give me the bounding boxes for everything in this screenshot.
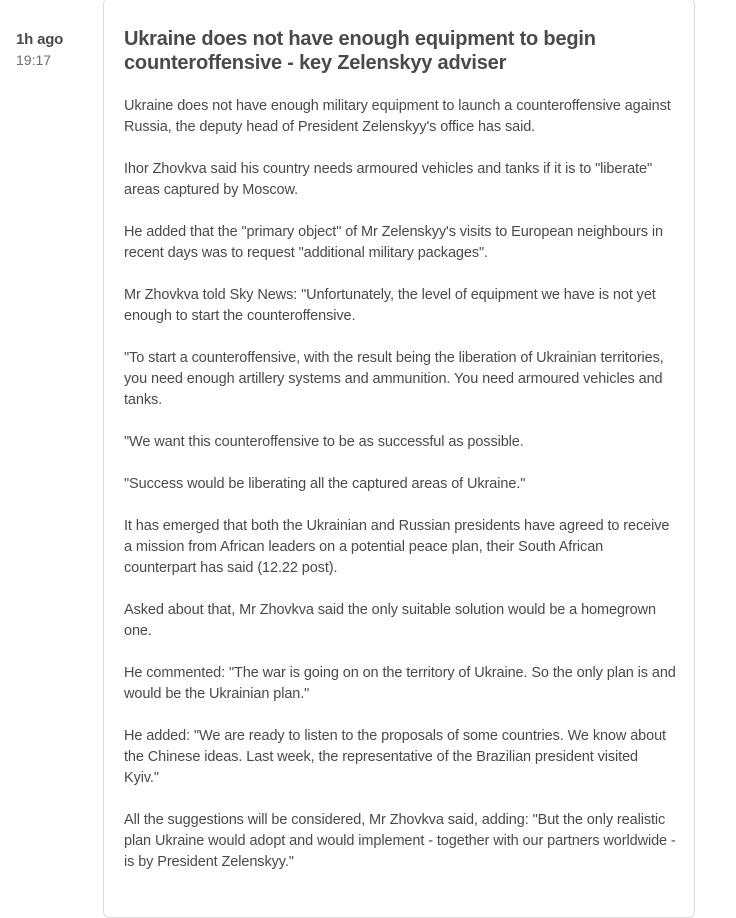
post-time: 19:17 — [16, 52, 52, 68]
post-headline: Ukraine does not have enough equipment to begin counteroffensive - key Zelenskyy adviser — [124, 28, 596, 74]
post-paragraph: He added that the "primary object" of Mr Zelenskyy's visits to European neighbours in recent days was to request "additional military packages". — [124, 224, 663, 261]
post-paragraph: All the suggestions will be considered, Mr Zhovkva said, adding: "But the only realistic plan Ukraine would adopt and would implement - together with our partners worldwide - is by President Zelenskyy." — [124, 812, 676, 870]
post-paragraph: "To start a counteroffensive, with the result being the liberation of Ukrainian territories, you need enough artillery systems and ammunition. You need armoured vehicles and tanks. — [124, 350, 664, 408]
post-paragraph: He added: "We are ready to listen to the proposals of some countries. We know about the Chinese ideas. Last week, the representative of the Brazilian president visited Kyiv." — [124, 728, 666, 786]
post-paragraph: Ihor Zhovkva said his country needs armoured vehicles and tanks if it is to "liberate" areas captured by Moscow. — [124, 161, 652, 198]
post-paragraph: Asked about that, Mr Zhovkva said the only suitable solution would be a homegrown one. — [124, 602, 656, 639]
live-blog-post-card — [103, 0, 695, 918]
relative-time: 1h ago — [16, 31, 64, 48]
post-paragraph: He commented: "The war is going on on the territory of Ukraine. So the only plan is and would be the Ukrainian plan." — [124, 665, 676, 702]
post-paragraph: It has emerged that both the Ukrainian and Russian presidents have agreed to receive a mission from African leaders on a potential peace plan, their South African counterpart has said (12.22 post). — [124, 518, 670, 576]
post-paragraph: Ukraine does not have enough military equipment to launch a counteroffensive against Russia, the deputy head of President Zelenskyy's office has said. — [124, 98, 671, 135]
post-body — [124, 96, 676, 894]
post-paragraph: "We want this counteroffensive to be as successful as possible. — [124, 434, 524, 450]
post-paragraph: "Success would be liberating all the captured areas of Ukraine." — [124, 476, 526, 492]
post-timestamp — [16, 30, 96, 70]
post-paragraph: Mr Zhovkva told Sky News: "Unfortunately, the level of equipment we have is not yet enough to start the counteroffensive. — [124, 287, 656, 324]
